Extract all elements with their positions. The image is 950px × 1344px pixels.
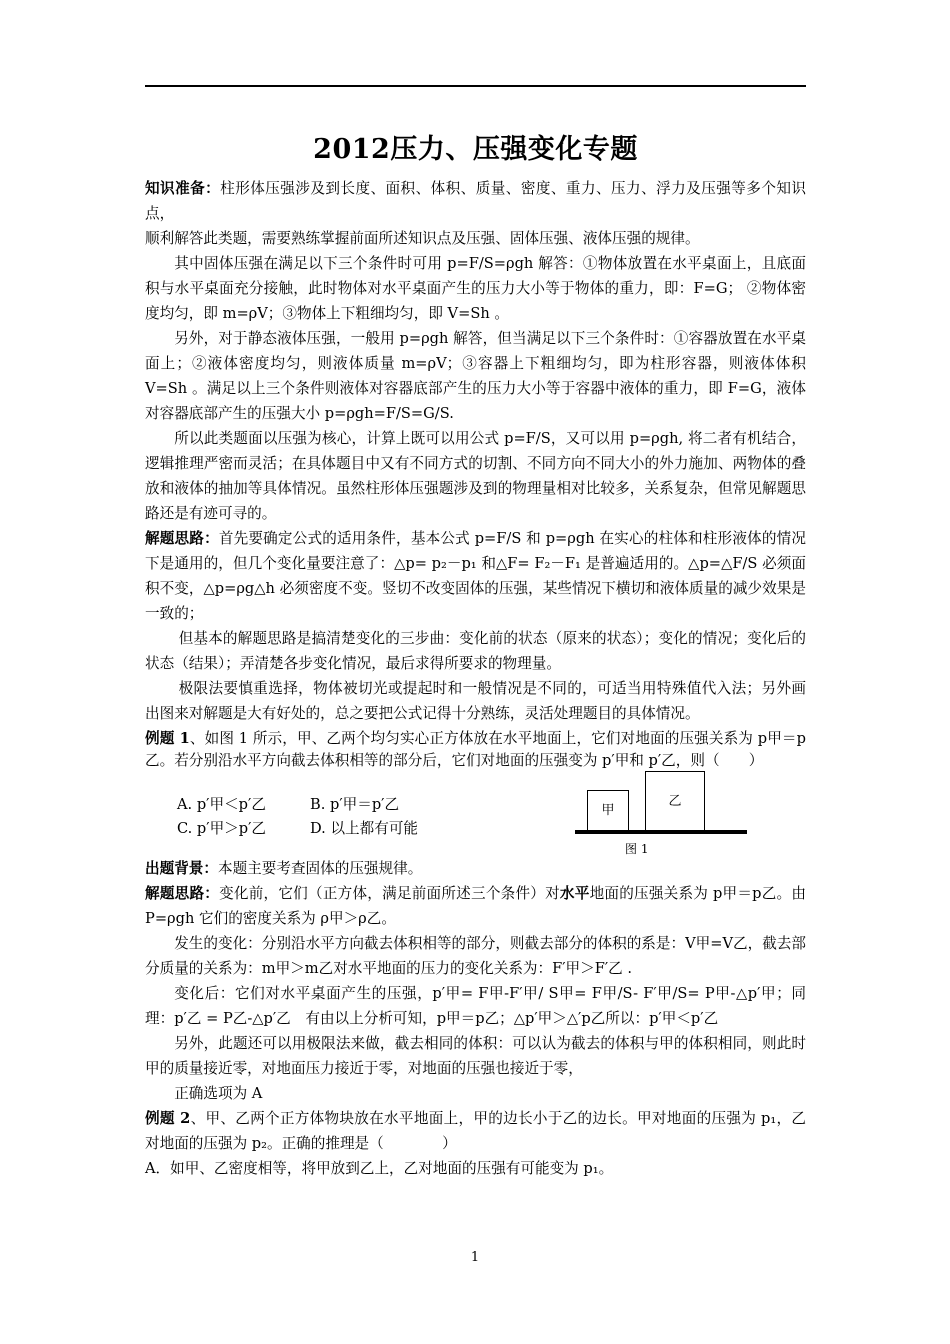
option-d: D. 以上都有可能 <box>310 820 419 837</box>
cube-jia-label: 甲 <box>601 803 615 818</box>
analysis-paragraph <box>145 881 806 931</box>
example-1-stem <box>145 728 806 772</box>
knowledge-text: 柱形体压强涉及到长度、面积、体积、质量、密度、重力、压力、浮力及压强等多个知识点， <box>145 180 806 222</box>
example-2-option-a: A．如甲、乙密度相等，将甲放到乙上，乙对地面的压强有可能变为 p₁。 <box>145 1160 614 1177</box>
change-paragraph: 发生的变化：分别沿水平方向截去体积相等的部分，则截去部分的体积的系是：V甲=V乙，截去部分质量的关系为：m甲＞m乙对水平地面的压力的变化关系为：F′甲＞F′乙 . <box>145 935 806 977</box>
knowledge-paragraph <box>145 176 806 226</box>
page-number: 1 <box>470 1250 480 1265</box>
liquid-pressure-paragraph: 另外，对于静态液体压强，一般用 p=ρgh 解答，但当满足以下三个条件时：①容器放置在水平桌面上；②液体密度均匀，则液体质量 m=ρV；③容器上下粗细均匀，即为柱形容器，则液体体积 V=Sh 。满足以上三个条件则液体对容器底部产生的压力大小等于容器中液体的重力，即 F=G，液体对容器底部产生的压强大小 p=ρgh=F/S=G/S. <box>145 330 806 422</box>
knowledge-label: 知识准备： <box>145 180 221 197</box>
example-1-label: 例题 1 <box>145 730 190 747</box>
approach-paragraph <box>145 526 806 626</box>
option-a: A. p′甲＜p′乙 <box>177 796 266 813</box>
background-text: 本题主要考查固体的压强规律。 <box>217 860 423 877</box>
after-change-paragraph: 变化后：它们对水平桌面产生的压强，p′甲= F甲-F′甲/ S甲= F甲/S- F′甲/S= P甲-△p′甲；同理：p′乙 = P乙-△p′乙 有由以上分析可知，p甲＝p乙；△p′甲＞△′p乙所以：p′甲＜p′乙 <box>145 985 806 1027</box>
example-1 <box>145 728 806 856</box>
answer-paragraph: 正确选项为 A <box>174 1085 263 1102</box>
background-label: 出题背景： <box>145 860 218 877</box>
knowledge-paragraph-2: 顺利解答此类题，需要熟练掌握前面所述知识点及压强、固体压强、液体压强的规律。 <box>145 230 700 247</box>
example-2-stem <box>145 1106 806 1156</box>
summary-paragraph: 所以此类题面以压强为核心，计算上既可以用公式 p=F/S，又可以用 p=ρgh, 将二者有机结合，逻辑推理严密而灵活；在具体题目中又有不同方式的切割、不同方向不同大小的外力施加、两物体的叠放和液体的抽加等具体情况。虽然柱形体压强题涉及到的物理量相对比较多，关系复杂，但常见解题思路还是有迹可寻的。 <box>145 430 806 522</box>
approach-steps-paragraph: 但基本的解题思路是搞清楚变化的三步曲：变化前的状态（原来的状态）；变化的情况；变化后的状态（结果）；弄清楚各步变化情况，最后求得所要求的物理量。 <box>145 630 806 672</box>
analysis-bold-word: 水平 <box>559 885 590 902</box>
approach-label: 解题思路： <box>145 530 219 547</box>
example-1-text: 、如图 1 所示，甲、乙两个均匀实心正方体放在水平地面上，它们对地面的压强关系为 p甲＝p乙。若分别沿水平方向截去体积相等的部分后，它们对地面的压强变为 p′甲和 p′乙，则（ ） <box>145 730 806 769</box>
cube-yi-label: 乙 <box>668 793 682 809</box>
limit-method-paragraph: 极限法要慎重选择，物体被切光或提起时和一般情况是不同的，可适当用特殊值代入法；另外画出图来对解题是大有好处的，总之要把公式记得十分熟练，灵活处理题目的具体情况。 <box>145 680 806 722</box>
figure-caption: 图 1 <box>625 842 649 856</box>
analysis-text-2: 地面的压强关系为 p甲＝p乙。由 P=ρgh 它们的密度关系为 ρ甲＞ρ乙。 <box>145 885 806 927</box>
solid-pressure-paragraph: 其中固体压强在满足以下三个条件时可用 p=F/S=ρgh 解答：①物体放置在水平桌面上，且底面积与水平桌面充分接触，此时物体对水平桌面产生的压力大小等于物体的重力，即：F=G； ②物体密度均匀，即 m=ρV；③物体上下粗细均匀，即 V=Sh 。 <box>145 255 806 322</box>
page-title: 2012压力、压强变化专题 <box>313 134 638 165</box>
analysis-label: 解题思路： <box>145 885 220 902</box>
example-2-label: 例题 2 <box>145 1110 191 1127</box>
background-paragraph <box>145 856 806 881</box>
analysis-text-1: 变化前，它们（正方体，满足前面所述三个条件）对 <box>219 885 560 902</box>
limit-paragraph: 另外，此题还可以用极限法来做，截去相同的体积：可以认为截去的体积与甲的体积相同，则此时甲的质量接近零，对地面压力接近于零，对地面的压强也接近于零， <box>145 1035 806 1077</box>
ground-line <box>575 830 747 834</box>
option-b: B. p′甲＝p′乙 <box>310 796 400 813</box>
cube-jia <box>587 790 629 832</box>
option-c: C. p′甲＞p′乙 <box>177 820 267 837</box>
cube-yi <box>645 771 705 832</box>
figure-1 <box>575 770 747 856</box>
example-2-text: 、甲、乙两个正方体物块放在水平地面上，甲的边长小于乙的边长。甲对地面的压强为 p₁，乙对地面的压强为 p₂。正确的推理是（ ） <box>145 1110 806 1152</box>
approach-text: 首先要确定公式的适用条件，基本公式 p=F/S 和 p=ρgh 在实心的柱体和柱形液体的情况下是通用的，但几个变化量要注意了：△p= p₂－p₁ 和△F= F₂－F₁ 是普遍适用的。△p=△F/S 必须面积不变，△p=ρg△h 必须密度不变。竖切不改变固体的压强，某些情况下横切和液体质量的减少效果是一致的； <box>145 530 806 622</box>
header-rule <box>145 85 806 87</box>
document-body <box>145 176 806 1181</box>
